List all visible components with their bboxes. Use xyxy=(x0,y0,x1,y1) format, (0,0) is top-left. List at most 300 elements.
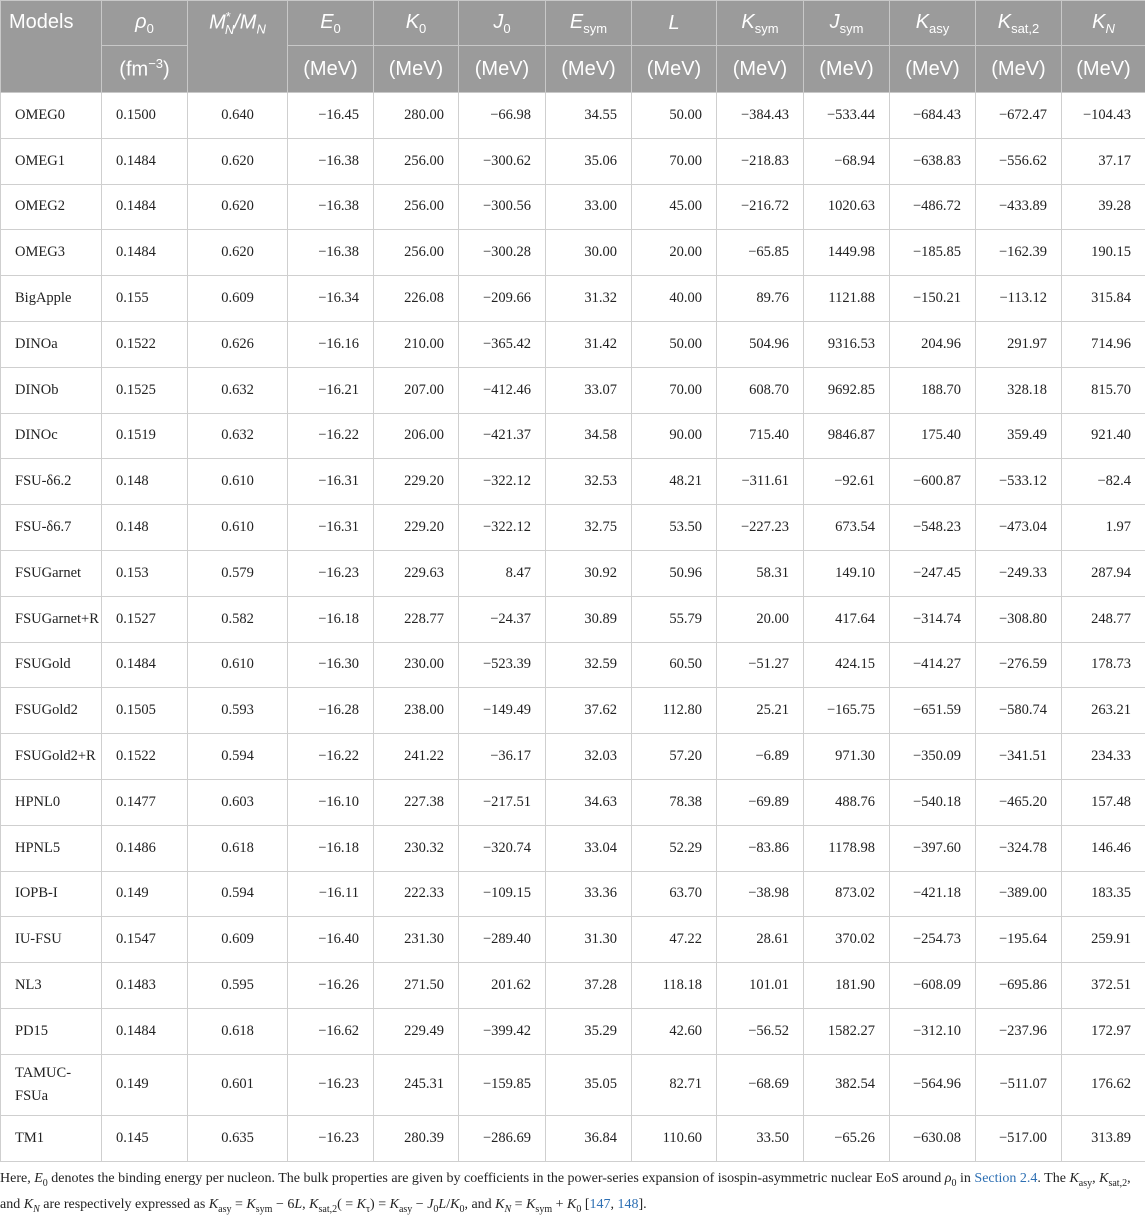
table-footnote: Here, $E_0$ denotes the binding energy per nucleon. The bulk properties are given by coefficients in the power-series expansion of isospin-asymmetric nuclear EoS around $\rho_0$ in Section 2.4. The $K_{asy}$, $K_{sat,2}$, and $K_N$ are respectively expressed as $K_{asy} = K_{sym} - 6L$, $K_{sat,2}( = K_\tau) = K_{asy} - J_0L/K_0$, and $K_N = K_{sym} + K_0$ [147, 148]. xyxy=(0,1162,1145,1221)
cell-ksym: 89.76 xyxy=(717,276,804,322)
cell-j0: −421.37 xyxy=(459,413,546,459)
cell-ksat2: −389.00 xyxy=(976,871,1062,917)
cell-model: FSUGold2+R xyxy=(1,734,102,780)
cell-ksym: −6.89 xyxy=(717,734,804,780)
cell-esym: 34.55 xyxy=(546,93,632,139)
cell-l: 20.00 xyxy=(632,230,717,276)
cell-kn: 1.97 xyxy=(1062,505,1145,551)
cell-model: HPNL0 xyxy=(1,779,102,825)
cell-model: FSUGarnet xyxy=(1,550,102,596)
header-ksat2: $K_{sat,2}$ xyxy=(976,1,1062,46)
cell-ksat2: −195.64 xyxy=(976,917,1062,963)
cell-kasy: −684.43 xyxy=(890,93,976,139)
cell-ksym: −83.86 xyxy=(717,825,804,871)
table-row xyxy=(1,1008,1145,1054)
unit-ksym: (MeV) xyxy=(717,46,804,93)
cell-model: IU-FSU xyxy=(1,917,102,963)
cell-kasy: −414.27 xyxy=(890,642,976,688)
cell-e0: −16.40 xyxy=(288,917,374,963)
cell-l: 47.22 xyxy=(632,917,717,963)
cell-rho0: 0.148 xyxy=(102,459,188,505)
cell-meff: 0.610 xyxy=(188,642,288,688)
cell-l: 63.70 xyxy=(632,871,717,917)
cell-kasy: 204.96 xyxy=(890,321,976,367)
unit-kasy: (MeV) xyxy=(890,46,976,93)
unit-ksat2: (MeV) xyxy=(976,46,1062,93)
cell-rho0: 0.149 xyxy=(102,871,188,917)
header-e0: $E_0$ xyxy=(288,1,374,46)
cell-k0: 229.49 xyxy=(374,1008,459,1054)
cell-j0: −159.85 xyxy=(459,1054,546,1115)
cell-ksat2: −556.62 xyxy=(976,138,1062,184)
table-row xyxy=(1,1054,1145,1115)
cell-kn: 183.35 xyxy=(1062,871,1145,917)
cell-ksat2: 328.18 xyxy=(976,367,1062,413)
cell-meff: 0.594 xyxy=(188,734,288,780)
cell-rho0: 0.1484 xyxy=(102,230,188,276)
header-kn: $K_N$ xyxy=(1062,1,1145,46)
cell-k0: 227.38 xyxy=(374,779,459,825)
cell-k0: 230.00 xyxy=(374,642,459,688)
cell-k0: 280.39 xyxy=(374,1115,459,1161)
cell-l: 55.79 xyxy=(632,596,717,642)
table-header xyxy=(1,1,1145,93)
cell-model: DINOc xyxy=(1,413,102,459)
cell-model: DINOb xyxy=(1,367,102,413)
cell-meff: 0.609 xyxy=(188,276,288,322)
section-link[interactable]: Section 2.4 xyxy=(974,1171,1037,1186)
cell-rho0: 0.1484 xyxy=(102,138,188,184)
cell-l: 82.71 xyxy=(632,1054,717,1115)
cell-l: 52.29 xyxy=(632,825,717,871)
header-models: Models xyxy=(1,1,102,93)
cell-k0: 245.31 xyxy=(374,1054,459,1115)
cell-k0: 207.00 xyxy=(374,367,459,413)
cell-j0: −523.39 xyxy=(459,642,546,688)
cell-ksat2: −113.12 xyxy=(976,276,1062,322)
unit-j0: (MeV) xyxy=(459,46,546,93)
cell-e0: −16.38 xyxy=(288,230,374,276)
cell-esym: 37.62 xyxy=(546,688,632,734)
cell-ksat2: −237.96 xyxy=(976,1008,1062,1054)
cell-rho0: 0.1484 xyxy=(102,1008,188,1054)
cell-kasy: −350.09 xyxy=(890,734,976,780)
cell-rho0: 0.1484 xyxy=(102,642,188,688)
unit-l: (MeV) xyxy=(632,46,717,93)
cell-kn: 157.48 xyxy=(1062,779,1145,825)
table-row xyxy=(1,184,1145,230)
cell-ksym: −65.85 xyxy=(717,230,804,276)
table-row xyxy=(1,413,1145,459)
cell-j0: −66.98 xyxy=(459,93,546,139)
cell-jsym: −533.44 xyxy=(804,93,890,139)
cell-e0: −16.22 xyxy=(288,734,374,780)
cell-ksym: −311.61 xyxy=(717,459,804,505)
cell-model: OMEG2 xyxy=(1,184,102,230)
cell-model: TAMUC- FSUa xyxy=(1,1054,102,1115)
cell-ksat2: −473.04 xyxy=(976,505,1062,551)
cell-kn: 315.84 xyxy=(1062,276,1145,322)
cell-rho0: 0.1484 xyxy=(102,184,188,230)
cell-model: PD15 xyxy=(1,1008,102,1054)
header-ksym: $K_{sym}$ xyxy=(717,1,804,46)
cell-j0: −300.28 xyxy=(459,230,546,276)
cell-kn: 921.40 xyxy=(1062,413,1145,459)
unit-k0: (MeV) xyxy=(374,46,459,93)
cell-j0: −36.17 xyxy=(459,734,546,780)
cell-ksym: 25.21 xyxy=(717,688,804,734)
cell-l: 78.38 xyxy=(632,779,717,825)
cell-jsym: 1178.98 xyxy=(804,825,890,871)
header-l: L xyxy=(632,1,717,46)
cell-kasy: 188.70 xyxy=(890,367,976,413)
cell-esym: 35.29 xyxy=(546,1008,632,1054)
cell-jsym: 9692.85 xyxy=(804,367,890,413)
cell-kasy: −254.73 xyxy=(890,917,976,963)
cell-model: OMEG3 xyxy=(1,230,102,276)
cell-kasy: −247.45 xyxy=(890,550,976,596)
cell-ksym: −51.27 xyxy=(717,642,804,688)
cell-ksat2: −276.59 xyxy=(976,642,1062,688)
cell-e0: −16.34 xyxy=(288,276,374,322)
header-rho0: $\rho_0$ xyxy=(102,1,188,46)
cell-jsym: 1020.63 xyxy=(804,184,890,230)
cell-meff: 0.594 xyxy=(188,871,288,917)
cell-j0: 201.62 xyxy=(459,963,546,1009)
unit-kn: (MeV) xyxy=(1062,46,1145,93)
cell-meff: 0.582 xyxy=(188,596,288,642)
cell-j0: −322.12 xyxy=(459,459,546,505)
cell-model: OMEG0 xyxy=(1,93,102,139)
cell-meff: 0.593 xyxy=(188,688,288,734)
cell-meff: 0.595 xyxy=(188,963,288,1009)
cell-esym: 31.42 xyxy=(546,321,632,367)
cell-esym: 33.07 xyxy=(546,367,632,413)
cell-model: IOPB-I xyxy=(1,871,102,917)
cell-kasy: −421.18 xyxy=(890,871,976,917)
cell-l: 45.00 xyxy=(632,184,717,230)
cell-ksat2: −433.89 xyxy=(976,184,1062,230)
cell-kn: 178.73 xyxy=(1062,642,1145,688)
cell-esym: 32.59 xyxy=(546,642,632,688)
cell-k0: 228.77 xyxy=(374,596,459,642)
cell-jsym: 382.54 xyxy=(804,1054,890,1115)
cell-rho0: 0.1519 xyxy=(102,413,188,459)
header-j0: $J_0$ xyxy=(459,1,546,46)
cell-esym: 30.89 xyxy=(546,596,632,642)
table-row xyxy=(1,688,1145,734)
cell-esym: 35.05 xyxy=(546,1054,632,1115)
cell-jsym: 149.10 xyxy=(804,550,890,596)
cell-esym: 34.63 xyxy=(546,779,632,825)
cell-j0: −300.62 xyxy=(459,138,546,184)
cell-ksat2: −511.07 xyxy=(976,1054,1062,1115)
cell-e0: −16.16 xyxy=(288,321,374,367)
cell-esym: 36.84 xyxy=(546,1115,632,1161)
cell-ksym: −56.52 xyxy=(717,1008,804,1054)
cell-k0: 256.00 xyxy=(374,230,459,276)
cell-kn: 372.51 xyxy=(1062,963,1145,1009)
table-row xyxy=(1,138,1145,184)
reference-link-147[interactable]: 147 xyxy=(590,1197,611,1212)
cell-k0: 231.30 xyxy=(374,917,459,963)
cell-j0: −109.15 xyxy=(459,871,546,917)
cell-k0: 206.00 xyxy=(374,413,459,459)
cell-jsym: 1582.27 xyxy=(804,1008,890,1054)
reference-link-148[interactable]: 148 xyxy=(618,1197,639,1212)
cell-ksat2: −324.78 xyxy=(976,825,1062,871)
cell-e0: −16.21 xyxy=(288,367,374,413)
cell-ksat2: −465.20 xyxy=(976,779,1062,825)
cell-j0: −286.69 xyxy=(459,1115,546,1161)
cell-esym: 30.92 xyxy=(546,550,632,596)
table-row xyxy=(1,1115,1145,1161)
cell-meff: 0.618 xyxy=(188,1008,288,1054)
cell-j0: −300.56 xyxy=(459,184,546,230)
cell-meff: 0.620 xyxy=(188,230,288,276)
cell-j0: −399.42 xyxy=(459,1008,546,1054)
cell-model: OMEG1 xyxy=(1,138,102,184)
cell-kn: 714.96 xyxy=(1062,321,1145,367)
cell-ksat2: −533.12 xyxy=(976,459,1062,505)
cell-kasy: −314.74 xyxy=(890,596,976,642)
cell-esym: 33.00 xyxy=(546,184,632,230)
cell-meff: 0.620 xyxy=(188,184,288,230)
cell-rho0: 0.1505 xyxy=(102,688,188,734)
cell-model: HPNL5 xyxy=(1,825,102,871)
header-jsym: $J_{sym}$ xyxy=(804,1,890,46)
cell-model: FSUGold xyxy=(1,642,102,688)
cell-jsym: −68.94 xyxy=(804,138,890,184)
cell-ksat2: −672.47 xyxy=(976,93,1062,139)
cell-l: 53.50 xyxy=(632,505,717,551)
cell-kasy: −600.87 xyxy=(890,459,976,505)
table-row xyxy=(1,367,1145,413)
cell-k0: 222.33 xyxy=(374,871,459,917)
cell-esym: 34.58 xyxy=(546,413,632,459)
cell-ksym: 28.61 xyxy=(717,917,804,963)
cell-jsym: −92.61 xyxy=(804,459,890,505)
cell-l: 70.00 xyxy=(632,138,717,184)
header-esym: $E_{sym}$ xyxy=(546,1,632,46)
table-row xyxy=(1,321,1145,367)
unit-jsym: (MeV) xyxy=(804,46,890,93)
cell-kn: 815.70 xyxy=(1062,367,1145,413)
cell-k0: 280.00 xyxy=(374,93,459,139)
cell-kn: 263.21 xyxy=(1062,688,1145,734)
cell-jsym: 9316.53 xyxy=(804,321,890,367)
cell-meff: 0.603 xyxy=(188,779,288,825)
cell-ksym: −68.69 xyxy=(717,1054,804,1115)
cell-rho0: 0.1547 xyxy=(102,917,188,963)
cell-e0: −16.23 xyxy=(288,1054,374,1115)
cell-rho0: 0.1527 xyxy=(102,596,188,642)
cell-model: NL3 xyxy=(1,963,102,1009)
cell-ksym: 20.00 xyxy=(717,596,804,642)
cell-rho0: 0.1483 xyxy=(102,963,188,1009)
cell-kn: 190.15 xyxy=(1062,230,1145,276)
table-row xyxy=(1,596,1145,642)
unit-e0: (MeV) xyxy=(288,46,374,93)
unit-rho0: $(fm^{-3})$ xyxy=(102,46,188,93)
table-row xyxy=(1,917,1145,963)
cell-ksym: 101.01 xyxy=(717,963,804,1009)
cell-l: 118.18 xyxy=(632,963,717,1009)
cell-ksat2: −249.33 xyxy=(976,550,1062,596)
cell-kn: −82.4 xyxy=(1062,459,1145,505)
cell-meff: 0.579 xyxy=(188,550,288,596)
cell-kn: 172.97 xyxy=(1062,1008,1145,1054)
cell-k0: 230.32 xyxy=(374,825,459,871)
table-row xyxy=(1,505,1145,551)
cell-kasy: −540.18 xyxy=(890,779,976,825)
cell-l: 50.00 xyxy=(632,321,717,367)
cell-kasy: −608.09 xyxy=(890,963,976,1009)
cell-l: 110.60 xyxy=(632,1115,717,1161)
cell-kn: 37.17 xyxy=(1062,138,1145,184)
cell-model: BigApple xyxy=(1,276,102,322)
cell-jsym: 673.54 xyxy=(804,505,890,551)
cell-k0: 229.20 xyxy=(374,459,459,505)
cell-e0: −16.22 xyxy=(288,413,374,459)
cell-e0: −16.38 xyxy=(288,138,374,184)
cell-esym: 33.36 xyxy=(546,871,632,917)
cell-l: 70.00 xyxy=(632,367,717,413)
cell-ksym: −384.43 xyxy=(717,93,804,139)
cell-esym: 32.75 xyxy=(546,505,632,551)
cell-meff: 0.601 xyxy=(188,1054,288,1115)
cell-rho0: 0.153 xyxy=(102,550,188,596)
cell-kn: −104.43 xyxy=(1062,93,1145,139)
cell-jsym: 424.15 xyxy=(804,642,890,688)
cell-jsym: 417.64 xyxy=(804,596,890,642)
table-row xyxy=(1,734,1145,780)
table-row xyxy=(1,871,1145,917)
cell-jsym: 9846.87 xyxy=(804,413,890,459)
cell-e0: −16.26 xyxy=(288,963,374,1009)
table-row xyxy=(1,779,1145,825)
cell-kasy: −397.60 xyxy=(890,825,976,871)
cell-rho0: 0.155 xyxy=(102,276,188,322)
table-row xyxy=(1,550,1145,596)
cell-j0: −217.51 xyxy=(459,779,546,825)
cell-kasy: −638.83 xyxy=(890,138,976,184)
cell-jsym: −65.26 xyxy=(804,1115,890,1161)
cell-model: FSU-δ6.7 xyxy=(1,505,102,551)
cell-kasy: −486.72 xyxy=(890,184,976,230)
cell-j0: −149.49 xyxy=(459,688,546,734)
cell-k0: 256.00 xyxy=(374,138,459,184)
cell-k0: 256.00 xyxy=(374,184,459,230)
cell-esym: 31.32 xyxy=(546,276,632,322)
cell-e0: −16.23 xyxy=(288,550,374,596)
header-meff: $M^*_N/M_N$ xyxy=(188,1,288,93)
cell-e0: −16.23 xyxy=(288,1115,374,1161)
cell-meff: 0.620 xyxy=(188,138,288,184)
cell-e0: −16.62 xyxy=(288,1008,374,1054)
cell-l: 60.50 xyxy=(632,642,717,688)
cell-model: FSUGarnet+R xyxy=(1,596,102,642)
cell-rho0: 0.1525 xyxy=(102,367,188,413)
table-body xyxy=(1,93,1145,1162)
cell-model: DINOa xyxy=(1,321,102,367)
cell-e0: −16.45 xyxy=(288,93,374,139)
cell-ksym: −218.83 xyxy=(717,138,804,184)
cell-model: TM1 xyxy=(1,1115,102,1161)
cell-meff: 0.610 xyxy=(188,505,288,551)
cell-e0: −16.31 xyxy=(288,505,374,551)
cell-rho0: 0.145 xyxy=(102,1115,188,1161)
cell-e0: −16.31 xyxy=(288,459,374,505)
cell-l: 48.21 xyxy=(632,459,717,505)
cell-k0: 238.00 xyxy=(374,688,459,734)
cell-kn: 248.77 xyxy=(1062,596,1145,642)
cell-kn: 39.28 xyxy=(1062,184,1145,230)
cell-ksat2: −695.86 xyxy=(976,963,1062,1009)
cell-l: 57.20 xyxy=(632,734,717,780)
table-row xyxy=(1,459,1145,505)
cell-ksym: 33.50 xyxy=(717,1115,804,1161)
cell-e0: −16.28 xyxy=(288,688,374,734)
cell-ksat2: −341.51 xyxy=(976,734,1062,780)
cell-model: FSU-δ6.2 xyxy=(1,459,102,505)
table-row xyxy=(1,825,1145,871)
cell-kasy: −564.96 xyxy=(890,1054,976,1115)
table-row xyxy=(1,230,1145,276)
cell-jsym: 1449.98 xyxy=(804,230,890,276)
cell-ksym: 608.70 xyxy=(717,367,804,413)
cell-rho0: 0.1486 xyxy=(102,825,188,871)
cell-l: 40.00 xyxy=(632,276,717,322)
cell-ksat2: 359.49 xyxy=(976,413,1062,459)
cell-jsym: 488.76 xyxy=(804,779,890,825)
cell-ksat2: −580.74 xyxy=(976,688,1062,734)
cell-rho0: 0.149 xyxy=(102,1054,188,1115)
cell-kn: 313.89 xyxy=(1062,1115,1145,1161)
cell-kn: 234.33 xyxy=(1062,734,1145,780)
cell-esym: 31.30 xyxy=(546,917,632,963)
cell-l: 90.00 xyxy=(632,413,717,459)
cell-l: 112.80 xyxy=(632,688,717,734)
cell-model: FSUGold2 xyxy=(1,688,102,734)
cell-l: 42.60 xyxy=(632,1008,717,1054)
cell-meff: 0.632 xyxy=(188,413,288,459)
cell-esym: 32.53 xyxy=(546,459,632,505)
cell-l: 50.96 xyxy=(632,550,717,596)
cell-j0: −320.74 xyxy=(459,825,546,871)
cell-e0: −16.18 xyxy=(288,825,374,871)
cell-ksym: 715.40 xyxy=(717,413,804,459)
cell-kasy: −312.10 xyxy=(890,1008,976,1054)
cell-jsym: 181.90 xyxy=(804,963,890,1009)
table-row xyxy=(1,642,1145,688)
cell-meff: 0.609 xyxy=(188,917,288,963)
cell-e0: −16.11 xyxy=(288,871,374,917)
cell-k0: 226.08 xyxy=(374,276,459,322)
header-k0: $K_0$ xyxy=(374,1,459,46)
header-row-symbols xyxy=(1,1,1145,46)
cell-j0: 8.47 xyxy=(459,550,546,596)
cell-ksym: −38.98 xyxy=(717,871,804,917)
cell-kasy: −651.59 xyxy=(890,688,976,734)
table-row xyxy=(1,93,1145,139)
cell-k0: 241.22 xyxy=(374,734,459,780)
cell-ksat2: −517.00 xyxy=(976,1115,1062,1161)
cell-esym: 30.00 xyxy=(546,230,632,276)
cell-k0: 271.50 xyxy=(374,963,459,1009)
cell-j0: −289.40 xyxy=(459,917,546,963)
cell-meff: 0.626 xyxy=(188,321,288,367)
